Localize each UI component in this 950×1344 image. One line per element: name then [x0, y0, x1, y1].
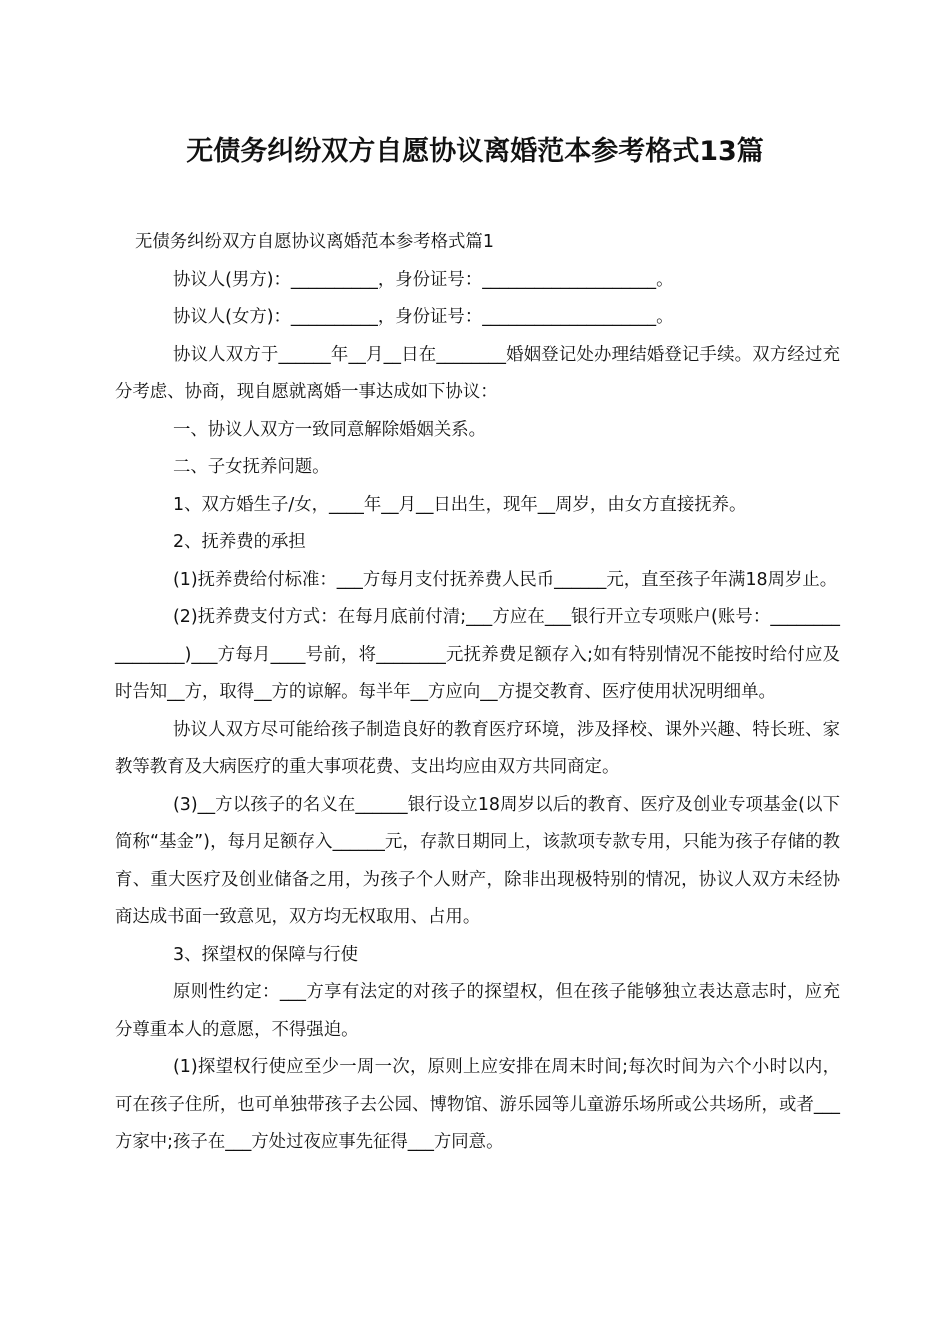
- body-paragraph: 3、探望权的保障与行使: [173, 944, 358, 965]
- body-paragraph: 1、双方婚生子/女，____年__月__日出生，现年__周岁，由女方直接抚养。: [173, 494, 747, 515]
- body-paragraph: 2、抚养费的承担: [173, 532, 306, 552]
- body-paragraph: 一、协议人双方一致同意解除婚姻关系。: [173, 419, 487, 440]
- section-subtitle: 无债务纠纷双方自愿协议离婚范本参考格式篇1: [135, 232, 494, 252]
- body-paragraph: 原则性约定：___方享有法定的对孩子的探望权，但在孩子能够独立表达意志时，应充分尊重本人的意愿，不得强迫。: [115, 982, 840, 1040]
- body-paragraph: (1)抚养费给付标准：___方每月支付抚养费人民币______元，直至孩子年满18周岁止。: [173, 569, 838, 590]
- body-paragraph: (1)探望权行使应至少一周一次，原则上应安排在周末时间;每次时间为六个小时以内，可在孩子住所，也可单独带孩子去公园、博物馆、游乐园等儿童游乐场所或公共场所，或者___方家中;孩子在___方处过夜应事先征得___方同意。: [115, 1057, 840, 1152]
- body-paragraph: 协议人(女方)：__________，身份证号：____________________。: [173, 307, 674, 327]
- body-paragraph: 协议人双方于______年__月__日在________婚姻登记处办理结婚登记手续。双方经过充分考虑、协商，现自愿就离婚一事达成如下协议：: [115, 344, 840, 402]
- body-paragraph: 协议人(男方)：__________，身份证号：____________________。: [173, 269, 674, 290]
- body-paragraph: (3)__方以孩子的名义在______银行设立18周岁以后的教育、医疗及创业专项基金(以下简称“基金”)，每月足额存入______元，存款日期同上，该款项专款专用，只能为孩子存储的教育、重大医疗及创业储备之用，为孩子个人财产，除非出现极特别的情况，协议人双方未经协商达成书面一致意见，双方均无权取用、占用。: [115, 794, 840, 927]
- document-title: 无债务纠纷双方自愿协议离婚范本参考格式13篇: [186, 136, 764, 167]
- body-paragraph: 二、子女抚养问题。: [173, 457, 330, 477]
- document-body: [115, 224, 840, 1162]
- body-paragraph: 协议人双方尽可能给孩子制造良好的教育医疗环境，涉及择校、课外兴趣、特长班、家教等教育及大病医疗的重大事项花费、支出均应由双方共同商定。: [115, 719, 840, 777]
- body-paragraph: (2)抚养费支付方式：在每月底前付清;___方应在___银行开立专项账户(账号：________________)___方每月____号前，将________元抚养费足额存入;如有特别情况不能按时给付应及时告知__方，取得__方的谅解。每半年__方应向__方提交教育、医疗使用状况明细单。: [115, 607, 840, 702]
